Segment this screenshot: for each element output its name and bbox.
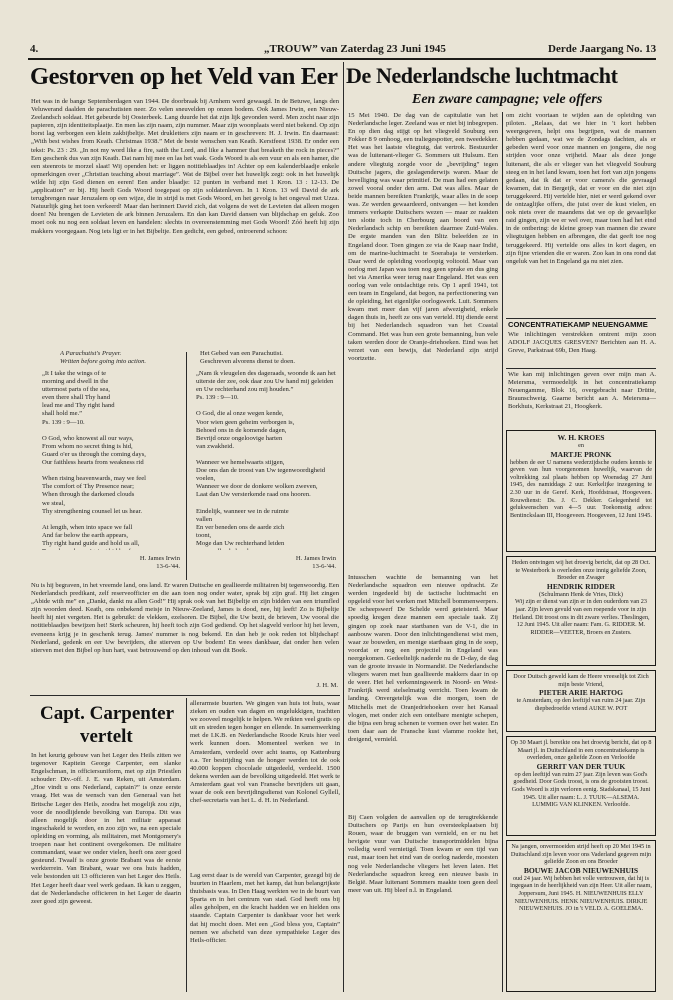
kroes-partner: MARTJE PRONK: [550, 449, 612, 459]
hartog-text-top: Door Duitsch geweld kam de Heere vreeselijk tot Zich mijn beste Vriend,: [513, 673, 649, 688]
nieuwenhuis-name: BOUWE JACOB NIEUWENHUIS: [523, 865, 639, 875]
article-left-signature: J. H. M.: [316, 682, 338, 689]
poem-divider: [186, 352, 187, 580]
hartog-text: te Amsterdam, op den leeftijd van ruim 24 jaar. Zijn diepbedroefde vriend AUKE W. POT: [516, 697, 646, 712]
article-left-closing: Nu is hij begraven, in het vreemde land, ons land. Er waren Duitsche en geallieerde militairen bij tegenwoordig. Een Nederlandsch predikant, zelf reserveofficier en die aan toen nog onder water, sprak bij zijn graf. Hij liet zingen „Abide with me” en „Dankt, dankt nu allen God!” Hij sprak ook van het Bijbeltje en zijn bidden van een triumfled zijn woorden deed. Keath, ons onbekend meisje in Nieuw-Zeeland, James is dood, nee, hij leeft! Zo is Bijbeltje heeft hij niet vergeten. Het is gebruikt: de vlekken, ezelsoren. De Bijbel, die Uw bezit, de brieven, Uw vooral die notitieblaadjes bewijzen het! Sterk scheuren, hij heeft toch zijn God gediend. Op het slagveld verloor hij het leven, eveneens krijg je in geschenk terug. James' nummer is nog bekend. En dan heb je ook reden tot blijdschap! Nederland, gedenk en eer Uw bevrijders, die stierven op Uw bodem! En wees dankbaar, dat onder hen velen stierven met den Bijbel op hun hart, vast betrouwend op den inhoud van dit Boek.: [31, 582, 339, 654]
poem-right-subtitle: Geschreven alvorens dienst te doen.: [200, 358, 296, 366]
hartog-name: PIETER ARIE HARTOG: [539, 688, 623, 698]
poem-right-title-block: [200, 350, 340, 366]
poem-left-title: A Parachutist's Prayer.: [60, 350, 122, 357]
ridder-text: Wij zijn er dienst van zijn er in den ouderdom van 23 jaar. Zijn leven gevuld van een roepende voor in zijn Heiland. Dit troost ons in dit zware verlies. Theslingen, 12 Juni 1945. Uit aller naam: Fam. G. RIDDER. M. RIDDER—VEETER, Broers en Zusters.: [512, 598, 650, 636]
article-right-body-3: Bij Caen volgden de aanvallen op de terugtrekkende Duitschers op Parijs en hun oversteekplaatsen bij Rouen, waar de bruggen van vernield, en er nu het hevigste vuur van Duitsche transportmiddelen bijna volledig werd vernietigd. Toen kwam er een tijd van rust, maar toen het eind van de oorlog naderde, moesten nog vele Nederlandsche vliegers het leven laten. Het Nederlandsche squadron kreeg een nieuwe basis in België. Maar luitenant Sommers maakte toen geen deel meer van uit. Hij bleef n.l. in Engeland.: [348, 814, 498, 894]
nieuwenhuis-announcement: [506, 840, 656, 992]
subheadline-right: Een zware campagne; vele offers: [412, 92, 603, 107]
carpenter-column-divider: [186, 698, 187, 992]
inlichtingen-text: Wie kan mij inlichtingen geven over mijn man A. Meiersma, vermoedelijk in het concentratiekamp Neuengamme, Blok 16, overgebracht naar Drütte, Braunschweig. Gaarne bericht aan A. Meiersma—Borkhuis, Kerkstraat 21, Hoogkerk.: [508, 371, 656, 411]
kroes-text: hebben de eer U namens wederzijdsche ouders kennis te geven van hun voorgenomen huwelijk, waarvan de voltrekking zal plaats hebben op Woensdag 27 Juni 1945, des namiddags 2 uur. Kerkelijke inzegening te 2.30 uur in de Geref. Kerk, Hoofdstraat, Hoogeveen. Rouwdienst: Ds. J. C. Dekker. Gelegenheid tot gelukwenschen van 4—5 uur. Toekomstig adres: Bentinckslaan III, Hoogeveen. Hoogeveen, 12 Juni 1945.: [510, 458, 652, 519]
poem-right-author: H. James Irwin 13-6-'44.: [295, 555, 336, 571]
nieuwenhuis-text: oud 24 jaar. Wij hebben het volle vertrouwen, dat hij is ingegaan in de heerlijkheid van zijn Heer. Uit aller naam, Joppersum, Juni 1945. H. NIEUWENHUIS ELLY NIEUWENHUIS. HENK NIEUWENHUIS. DIRKJE NIEUWENHUIS. JO in 't VELD. A. GOELEMA.: [510, 874, 652, 913]
tuuk-name: GERRIT VAN DER TUUK: [536, 761, 626, 771]
poem-left-title-block: [60, 350, 200, 366]
poem-left-subtitle: Written before going into action.: [60, 358, 147, 366]
concentratiekamp-text: Wie inlichtingen verstrekken omtrent mijn zoon ADOLF JACQUES GRESVEN? Berichten aan H. A. Greve, Parkstraat 69b, Den Haag.: [508, 331, 656, 355]
article-carpenter-body-bottom: Lag eerst daar is de wereld van Carpenter, gezegd bij de buurten in Haarlem, met het kamp, dat hun belangrijkste thuisbasis was. In Den Haag werkten we in de buurt van Sparta en in het centrum van stad. God heeft ons bij alles geholpen, en die kracht hadden we en hielden ons staande. Captain Carpenter is dankbaar voor het werk dat hij mocht doen. Met een „God bless you, Captain” nemen we afscheid van deze sympathieke Leger des Heils-officier.: [190, 872, 340, 944]
headline-carpenter-line2: vertelt: [80, 726, 133, 747]
page-header: [0, 38, 673, 56]
tuuk-text-top: Op 30 Maart jl. bereikte ons het droevig bericht, dat op 8 Maart jl. in Duitschland in een concentratiekamp is overleden, onze geliefde Zoon en Verloofde: [510, 739, 652, 762]
right-column-divider: [502, 112, 503, 992]
ridder-name: HENDRIK RIDDER: [546, 581, 616, 591]
tuuk-text: op den leeftijd van ruim 27 jaar. Zijn leven was God's goedheid. Door Gods troost, is ons de grootsten troost. Gods Woord is zijn verloren eenig. Stadskanaal, 15 Juni 1945. Uit aller naam: L. J. TUUK—ALSEMA. LUMMIG VAN KLINKEN. Verloofde.: [511, 770, 651, 809]
header-rule: [28, 58, 656, 60]
volume-number: Derde Jaargang No. 13: [548, 43, 657, 55]
article-right-col2: om zicht voortaan te wijden aan de opleiding van piloten. „Relaas, dat we hier in 't kort hebben weergegeven, helpt ons begrijpen, wat de mannen hebben gedaan, wat we de Zondags dachten, als er gebeden werd voor onze mannen en jongens, die nog strijden voor onze vrijheid. Maar als deze jonge luitenant, die als er vlieger van het vliegveld Souburg steeg en in het land kwam, toen het fort van zijn jongens gedaan, dat ik dat er voor camera's die gevraagd kwamen, dat in Bergeijk, dat er voor en die niet zijn teruggekeerd. Hij vertelde hier, niet er werd gekend over de ontzaglijke offers, die juist over de kust vielen, en ook niets over de maandens dat we op de gevaarlijke raid gingen, zijn we er wel over, maar toen had het eind in de ontbering: de kleine groep van mannen die zware vliegtuigen hebben en afbrengen, die dat geeft toe nog teruggekeerd. Hij vertelde ons alles in kort dagen, en zijn fijne vrienden die er waren. Zoo kan in ons rond dat ongeluk van het in Engeland ga nu niet zien.: [506, 112, 656, 265]
article-carpenter-body-mid: allerarmste buurten. We gingen van huis tot huis, waar zieken en ouden van dagen en ongelukkigen, trachtten we zooveel mogelijk te helpen. We reikten veel gratis op uit en streden tegen honger en ellende. In samenwerking met de I.K.B. en Nederlandsche Roode Kruis hier veel werk kunnen doen. Momenteel werken we in Amsterdam, verdeeld over acht teams, op Kattenburg e.a. Ter bestrijding van de honger werden tot de ook 40.000 koppen chocolade uitgedeeld, verdeeld. 1500 dekens werden aan de bevolking uitgedeeld. Het werk te Amsterdam gaat vol van Fransche bevrijders uit gaan, waar de ook een bevrijdingsdienst van Kolonel Gyllell, chef-secretaris van het L. d. H. in Nederland.: [190, 700, 340, 805]
page-number: 4.: [30, 43, 39, 55]
newspaper-date: „TROUW” van Zaterdag 23 Juni 1945: [264, 43, 446, 55]
hartog-announcement: [506, 670, 656, 732]
kroes-name: W. H. KROES: [557, 433, 605, 442]
headline-carpenter-line1: Capt. Carpenter: [40, 703, 175, 724]
headline-left: Gestorven op het Veld van Eer: [30, 63, 338, 90]
headline-right: De Nederlandsche luchtmacht: [346, 63, 618, 88]
article-right-body: 15 Mei 1940. De dag van de capitulatie van het Nederlandsche leger. Zeeland was er niet bij inbegrepen. En op dien dag stijgt op het vliegveld Souburg een Fokker 8 9 omhoog, een traliegespotter, een tweedekker. Het was het laatste vliegtuig, dat vertrok. Bestuurder was de luitenant-vlieger G. Sommers uit Hulsum. Een andere vliegtuig zorgde voor de „bevrijding” tegen Duitsche jagers, die geslagenderwijs waren. Maar de bevelliging was waar primitief. De man had een gelaten zowel vooral onder den arm. Dat was alles. Maar de beide mannen bereikten Frankrijk, waar alles in de soep was. Ze werden gewaardeerd, ontvangen — het konden immers verkapte Duitschers wezen — maar ze raakten ten slotte toch in Cherbourg aan boord van een Nederlandsch schip en bereikten daarmee Zuid-Wales. De ergste manden van den Blitz beleefden ze in Engeland door. Toen gingen ze via de Kaap naar Indië, om de marine-luchtmacht te Soerabaja te versterken. Daar werd de opleiding voorloopig voltooid. Maar van oorlog met Japan was toen nog geen sprake en dus ging het via Amerika weer terug naar Engeland. Het was een oorlog van vele ontslachtige reis. Op 1 april 1941, tot een team in Engeland, dat begon, na perfectionering van de opleiding, het eigenlijke oorlogswerk. Luit. Sommers kwam met meer dan vijf jaren afwezigheid, enkele dagen thuis in, heeft ze ons van verteld. Hij diende eerst bij het Nederlandsch squadron van het Coastal Command. Het was hun een grote bemanning, hun vele taken werden door de Oranje-driehoeken. Eind was het verzet van een bewijs, dat Nederland zijn strijd voortzette.: [348, 112, 498, 362]
column-divider: [343, 62, 344, 992]
poem-left-text: „It I take the wings of te morning and dwell in the uttermost parts of the sea, even there shall Thy hand lead me and Thy right hand shall hold me.” Ps. 139 : 9—10. O God, who knowest all our ways, From whom no secret thing is hid, Guard o'er us through the coming days, Our faithless hearts from weakness rid When rising heavenwards, may we feel The comfort of Thy Presence near; When through the darkened clouds we steal, Thy strengthening counsel let us hear. At length, when into space we fall And far below the earth appears, Thy right hand guide and hold us all,: [42, 370, 146, 547]
concentratiekamp-heading: CONCENTRATIEKAMP NEUENGAMME: [508, 320, 648, 329]
ads-separator-2: [506, 368, 656, 369]
poem-left-author: H. James Irwin 13-6-'44.: [139, 555, 180, 571]
ridder-subname: (Schulmann Henk de Vries, Dick): [539, 590, 623, 598]
article-left-body: Het was in de bange Septemberdagen van 1944. De doorbraak bij Arnhem werd gewaagd. In de Betuwe, langs den Veluwerand daalden de parachutisten neer. Zo velen sneuvelden op onzen bodem. Ook James Irwin, een Nieuw-Zeelandsch soldaat. Het gebeurde bij Oosterbeek. Lang duurde het dat zijn lijk gevonden werd. Men zocht naar zijn papieren, zijn identiteitsplaatje. En men las zijn naam, zijn nummer. Maar zijn woonplaats werd niet bekend. Op zijn borst lag verborgen een klein zakbijbeltje. Met drukletters zijn naam er in geschreven: H. J. Irwin. En daarnaast: „With best wishes from Keath. Christmas 1938.” Met de beste wenschen van Keath. Kerstfeest 1938. Er onder een tekst: Ps. 23 : 29. „In not my word like a fire, saith the Lord, and like a hammer that breaketh the rock in pieces?” Een geschenk dus van zijn Keath. Dat nam hij mee en las het vaak. Gods Woord is als een vuur en als een hamer, die een steenrots te morzel slaat! Wij openden het: er liggen notitieblaadjes in! Achter op een kalenderblaadje enkele opmerkingen over „Christian teaching about marriage”. Wat de Bijbel over het huwelijk zegt: ook in het huwelijk wilde hij zijn God dienen en eeren! Een ander blaadje: 12 punten in verband met 1 Kron. 13 : 12-13. De „application” er bij. Hij heeft Gods Woord toegepast op zijn soldatenleven. In 1 Kron. 13 wil David de ark terugbrengen naar Jeruzalem op een wijze, die in strijd is met Gods Woord, en het gevolg is het ongeval met Uzza. Natuurlijk ging het toen verkeerd! Maar dan herinnert David zich, dat volgens de wet de Levieten dat alleen mogen doen! Nu brengen de Levieten de ark binnen Jeruzalem. En dan kan David dansen van blijdschap en geluk. Zoo moet ook nu nog een soldaat leven en handelen: slechts in overeenstemming met Gods Woord! Zóó heeft hij zijn makkers voorgegaan. Nog iets ligt er in het Bijbeltje. Een gedicht, een gebed, ontroerend schoon:: [31, 98, 339, 235]
article-carpenter-body: In het keurig gebouw van het Leger des Heils zitten we tegenover Kapitein George Carpenter, een slanke Engelschman, in officiersuniform, met op zijn Priestlen schouder: Dtv.-off. J. E. van Reken, uit Amsterdam. „Hoe vindt u ons Nederland, captain?” is onze eerste vraag. Het was de wensch van den Generaal van het Britsche Leger des Heils, zoodra het mogelijk zou zijn, voor de noodlijdende bevolking van Europa. Dit was alleen mogelijk door in het militair apparaat ingeschakeld te worden, en zoo zijn we, na een speciale opleiding en vorming, als militairen, met Montgomery's troepen naar het continent overgekomen. De militaire commandant, waar we onder vielen, heeft ons zeer goed gesteund. Twaalf is onze groote Brabant was de eerste werkterrein. Van Brabant, waar we ons huis hadden, vele bestonden uit 13 officieren van het Leger des Heils. Het Leger heeft daar veel werk gedaan. Ik kan u zeggen, dat de Nederlandsche officieren in het Leger de daarin zeer goed zijn geweest.: [31, 752, 181, 905]
kroes-announcement: [506, 430, 656, 552]
article-separator: [30, 695, 340, 696]
ridder-announcement: [506, 556, 656, 666]
poem-right-title: Het Gebed van een Parachutist.: [200, 350, 283, 357]
ads-separator: [506, 318, 656, 319]
ridder-text-top: Heden ontvingen wij het droevig bericht, dat op 28 Oct. te Westerbork is overleden onze innig geliefde Zoon, Broeder en Zwager: [511, 559, 651, 582]
poem-right-text: „Nam ik vleugelen des dageraads, woonde ik aan het uiterste der zee, ook daar zou Uw hand mij geleiden en Uw rechterhand zou mij houden.” Ps. 139 : 9—10. O God, die al onze wegen kende, Voor wien geen geheim verborgen is, Behoed ons in de komende dagen, Bevrijd onze ongeloovige harten van zwakheid. Wanneer we hemelwaarts stijgen, Doe ons dan de troost van Uw tegenwoordigheid voelen, Wanneer we door de donkere wolken zweven, Laat dan Uw versterkende raad ons hooren. Eindelijk, wanneer we in de ruimte vallen En ver beneden ons de aarde zich toont, Moge dan Uw rechterhand leiden: [196, 370, 336, 547]
kroes-and: en: [578, 442, 584, 449]
article-right-body-2: Intusschen wachtte de bemanning van het Nederlandsche squadron een nieuwe opdracht. Ze werden ingedeeld bij de tactische luchtmacht en opgeleid voor het werken met Mitchell bommenwerpers. De scheepswerf De Schelde werd geteisterd. Maar spoedig kregen deze mannen een speciale taak. Zij gingen op zoek naar startbanen van de V-1, die in aanbouw waren. Door den inlichtingendienst wist men, waar ze bouwden, en menige startbaan ging in de soep, voordat er nog een projectiel in Engeland was neergekomen. Gedeeltelijk naderde nu de D-day, de dag van de groote invasie in Normandië. De Nederlandsche vliegers waren met hun geallieerde makkers daar in op de weer. Het hel verkenningswerk in Noord- en West-Frankrijk werd stelselmatig verricht. Toen kwam de landing. Onvergetelijk was die morgen, toen de Mitchells met de Oranjedriehoeken over het Kanaal vlogen, met onder zich een ontelbare menigte schepen, die bijna een brug schenen te vormen over het water. En toen daar aan de Fransche kust vlamme rookte het, dreigend, vernield.: [348, 574, 498, 743]
tuuk-announcement: [506, 736, 656, 836]
nieuwenhuis-text-top: Na jangen, onvermoeiden strijd heeft op 20 Mei 1945 in Duitschland zijn leven voor ons Vaderland gegeven mijn geliefde Zoon en ons Broeder: [510, 843, 652, 866]
